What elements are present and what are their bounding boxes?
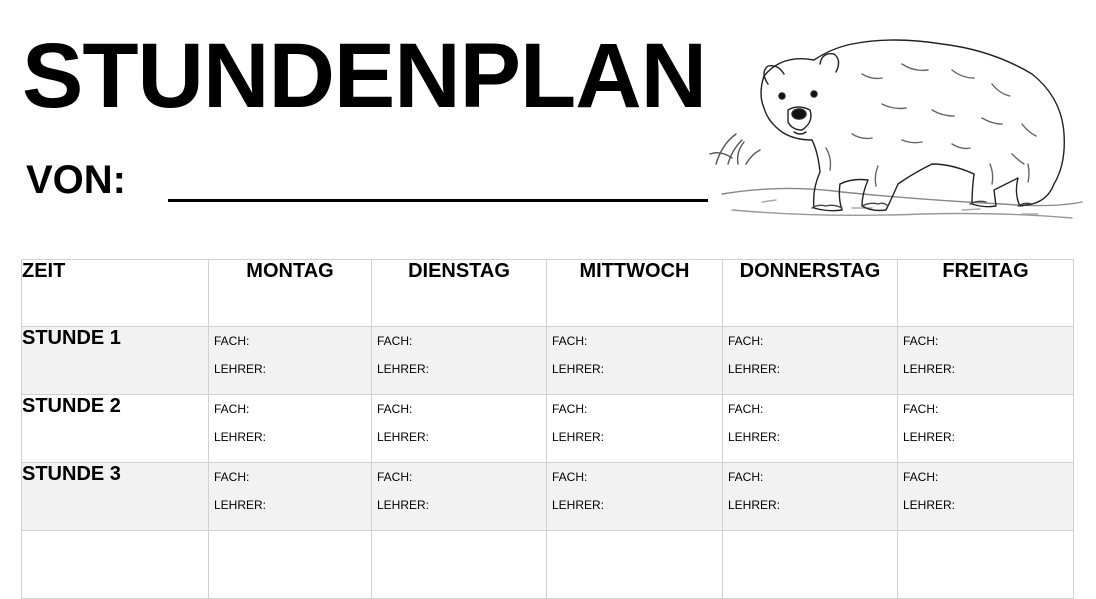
von-label: VON: [26, 158, 126, 202]
table-row [22, 463, 1074, 531]
lesson-cell[interactable] [372, 327, 547, 395]
fach-label: FACH: [214, 402, 250, 416]
fach-label: FACH: [903, 334, 939, 348]
page-title: STUNDENPLAN [22, 25, 707, 127]
lesson-cell[interactable] [547, 327, 723, 395]
lehrer-label: LEHRER: [903, 498, 956, 512]
lehrer-label: LEHRER: [552, 430, 605, 444]
table-row [22, 531, 1074, 599]
table-row [22, 327, 1074, 395]
fach-label: FACH: [377, 470, 413, 484]
lesson-cell[interactable] [723, 327, 898, 395]
lesson-cell[interactable] [547, 463, 723, 531]
row-label [22, 531, 209, 599]
fach-label: FACH: [728, 470, 764, 484]
fach-label: FACH: [903, 402, 939, 416]
lesson-cell[interactable] [209, 395, 372, 463]
table-row [22, 395, 1074, 463]
lesson-cell[interactable] [723, 531, 898, 599]
timetable [21, 259, 1074, 599]
lesson-cell[interactable] [209, 531, 372, 599]
lehrer-label: LEHRER: [377, 498, 430, 512]
header-row [22, 260, 1074, 327]
lesson-cell[interactable] [898, 531, 1074, 599]
lehrer-label: LEHRER: [903, 362, 956, 376]
lehrer-label: LEHRER: [903, 430, 956, 444]
fach-label: FACH: [377, 402, 413, 416]
lesson-cell[interactable] [898, 463, 1074, 531]
lesson-cell[interactable] [372, 531, 547, 599]
lehrer-label: LEHRER: [728, 362, 781, 376]
polar-bear-icon [702, 14, 1094, 234]
lehrer-label: LEHRER: [552, 362, 605, 376]
lesson-cell[interactable] [723, 463, 898, 531]
lehrer-label: LEHRER: [728, 498, 781, 512]
fach-label: FACH: [903, 470, 939, 484]
fach-label: FACH: [214, 470, 250, 484]
row-label: STUNDE 3 [22, 463, 209, 531]
lehrer-label: LEHRER: [214, 362, 267, 376]
lesson-cell[interactable] [372, 395, 547, 463]
lehrer-label: LEHRER: [728, 430, 781, 444]
lesson-cell[interactable] [898, 395, 1074, 463]
lesson-cell[interactable] [898, 327, 1074, 395]
lesson-cell[interactable] [372, 463, 547, 531]
name-line [168, 199, 708, 202]
lehrer-label: LEHRER: [377, 362, 430, 376]
fach-label: FACH: [728, 334, 764, 348]
lesson-cell[interactable] [209, 327, 372, 395]
day-header-mittwoch: MITTWOCH [547, 260, 723, 327]
lehrer-label: LEHRER: [552, 498, 605, 512]
lehrer-label: LEHRER: [214, 498, 267, 512]
fach-label: FACH: [552, 470, 588, 484]
row-label: STUNDE 2 [22, 395, 209, 463]
day-header-dienstag: DIENSTAG [372, 260, 547, 327]
day-header-montag: MONTAG [209, 260, 372, 327]
zeit-header: ZEIT [22, 260, 209, 327]
fach-label: FACH: [377, 334, 413, 348]
day-header-donnerstag: DONNERSTAG [723, 260, 898, 327]
day-header-freitag: FREITAG [898, 260, 1074, 327]
lehrer-label: LEHRER: [214, 430, 267, 444]
fach-label: FACH: [728, 402, 764, 416]
lesson-cell[interactable] [209, 463, 372, 531]
lehrer-label: LEHRER: [377, 430, 430, 444]
fach-label: FACH: [214, 334, 250, 348]
fach-label: FACH: [552, 334, 588, 348]
row-label: STUNDE 1 [22, 327, 209, 395]
lesson-cell[interactable] [723, 395, 898, 463]
lesson-cell[interactable] [547, 395, 723, 463]
lesson-cell[interactable] [547, 531, 723, 599]
fach-label: FACH: [552, 402, 588, 416]
